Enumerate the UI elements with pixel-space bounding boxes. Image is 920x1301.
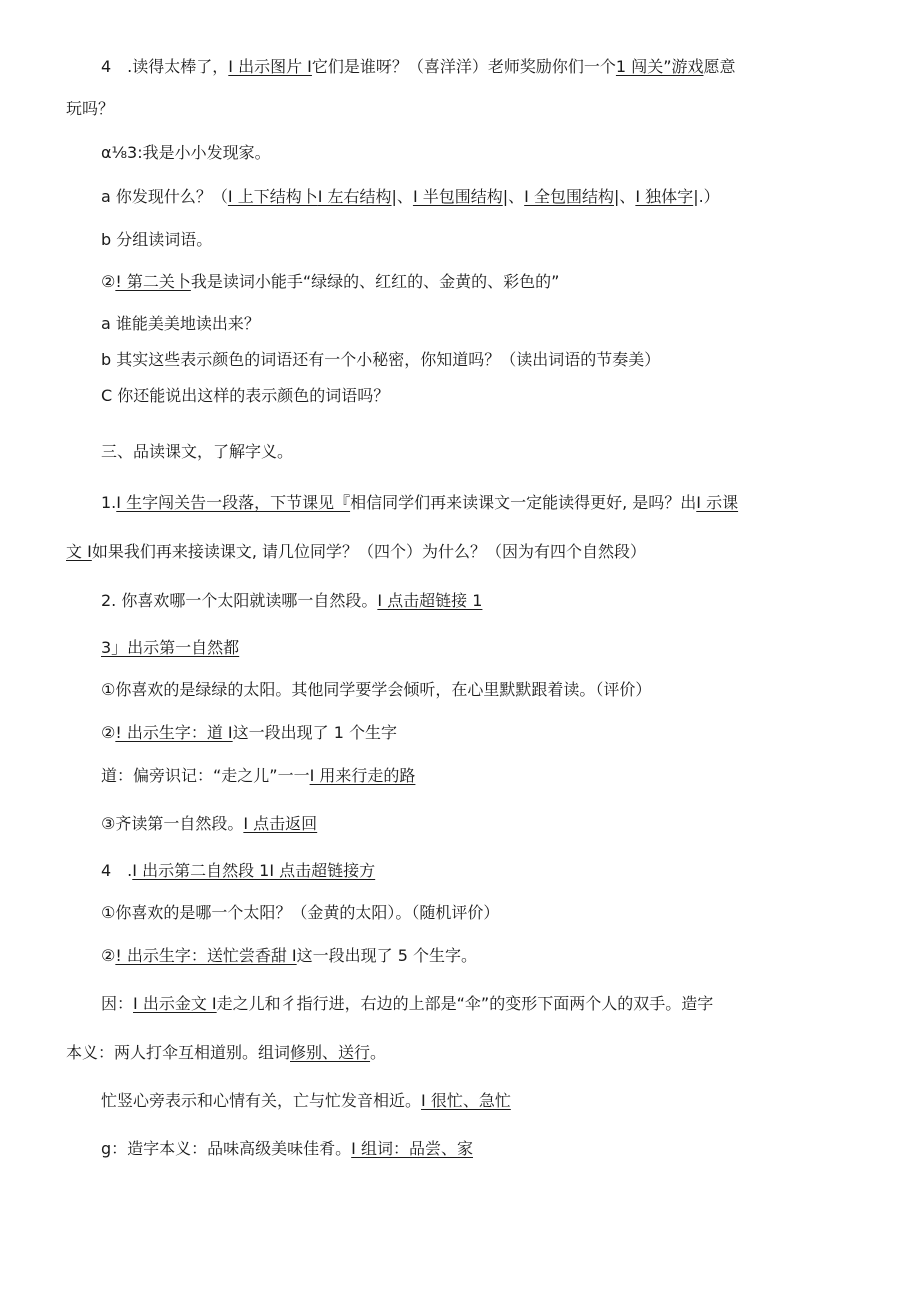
text-line [101,813,317,835]
text-line [101,765,415,787]
text-segment: 。 [370,1043,387,1062]
text-line [101,385,389,407]
text-segment: 2. 你喜欢哪一个太阳就读哪一自然段。 [101,591,378,610]
text-segment: 4 . [101,861,133,880]
text-segment: 玩吗？ [66,99,115,118]
text-segment: b 分组读词语。 [101,230,213,249]
underlined-text: ! 出示生字：送忙尝香甜 I [115,946,297,965]
text-segment: a 你发现什么？（ [101,187,228,206]
text-segment: 相信同学们再来读课文一定能读得更好, 是吗？出 [350,493,697,512]
text-segment: |、 [613,187,636,206]
text-line [101,186,720,208]
text-line [101,590,482,612]
text-segment: C 你还能说出这样的表示颜色的词语吗？ [101,386,390,405]
text-line [101,142,271,164]
underlined-text: I 生字闯关告一段落，下节课见『 [116,493,351,512]
text-segment: ①你喜欢的是绿绿的太阳。其他同学要学会倾听，在心里默默跟着读。（评价） [101,680,652,699]
text-line [101,492,738,514]
underlined-text: I 用来行走的路 [309,766,416,785]
text-segment: 三、品读课文，了解字义。 [101,442,294,461]
text-segment: 忙竖心旁表示和心情有关，亡与忙发音相近。 [101,1091,422,1110]
text-segment: ② [101,272,116,291]
text-segment: α⅛3:我是小小发现家。 [101,143,271,162]
text-segment: |.） [693,187,720,206]
text-segment: 它们是谁呀？（喜洋洋）老师奖励你们一个 [311,57,616,76]
text-line [101,1090,511,1112]
underlined-text: 1 闯关”游戏 [615,57,704,76]
text-segment: |、 [502,187,525,206]
text-line [101,860,375,882]
text-segment: ② [101,723,116,742]
text-line [101,993,713,1015]
text-segment: ③齐读第一自然段。 [101,814,244,833]
text-line [101,637,239,659]
text-segment: 1. [101,493,117,512]
text-line [101,441,293,463]
text-segment: b 其实这些表示颜色的词语还有一个小秘密，你知道吗？（读出词语的节奏美） [101,350,661,369]
text-line [66,1042,386,1064]
underlined-text: I 出示第二自然段 1I 点击超链接方 [132,861,376,880]
underlined-text: I 出示图片 I [228,57,312,76]
text-segment: 4 .读得太棒了， [101,57,229,76]
text-line [101,722,397,744]
text-segment: 道：偏旁识记：“走之儿”一一 [101,766,310,785]
text-segment: ①你喜欢的是哪一个太阳？（金黄的太阳）。（随机评价） [101,903,500,922]
text-line [101,902,499,924]
text-line [101,229,212,251]
underlined-text: I 左右结构 [317,187,392,206]
underlined-text: I 点击超链接 1 [377,591,483,610]
text-segment: 如果我们再来接读课文, 请几位同学？（四个）为什么？（因为有四个自然段） [91,542,646,561]
underlined-text: 文 I [66,542,92,561]
text-line [101,56,736,78]
text-segment: 这一段出现了 1 个生字 [232,723,398,742]
text-segment: 我是读词小能手“绿绿的、红红的、金黄的、彩色的” [190,272,560,291]
text-line [101,945,477,967]
underlined-text: I 上下结构卜 [227,187,318,206]
text-segment: 因： [101,994,134,1013]
text-segment: ② [101,946,116,965]
underlined-text: I 点击返回 [243,814,318,833]
underlined-text: I 独体字 [635,187,694,206]
underlined-text: ! 出示生字：道 I [115,723,233,742]
underlined-text: I 半包围结构 [412,187,503,206]
text-line [101,349,660,371]
text-line [101,679,651,701]
text-line [66,541,646,563]
text-segment: 本义：两人打伞互相道别。组词 [66,1043,291,1062]
underlined-text: I 组词：品尝、家 [351,1139,473,1158]
underlined-text: I 很忙、急忙 [421,1091,511,1110]
text-line [66,98,114,120]
text-line [101,1138,473,1160]
text-segment: |、 [391,187,413,206]
underlined-text: 3」出示第一自然都 [101,638,240,657]
underlined-text: I 出示金文 I [133,994,217,1013]
text-segment: 走之儿和彳指行进，右边的上部是“伞”的变形下面两个人的双手。造字 [216,994,714,1013]
underlined-text: I 全包围结构 [524,187,614,206]
underlined-text: ! 第二关卜 [115,272,191,291]
text-line [101,313,260,335]
text-line [101,271,559,293]
underlined-text: 修别、送行 [290,1043,371,1062]
text-segment: g：造字本义：品味高级美味佳肴。 [101,1139,352,1158]
text-segment: 愿意 [703,57,736,76]
text-segment: a 谁能美美地读出来？ [101,314,260,333]
text-segment: 这一段出现了 5 个生字。 [296,946,478,965]
underlined-text: I 示课 [696,493,739,512]
